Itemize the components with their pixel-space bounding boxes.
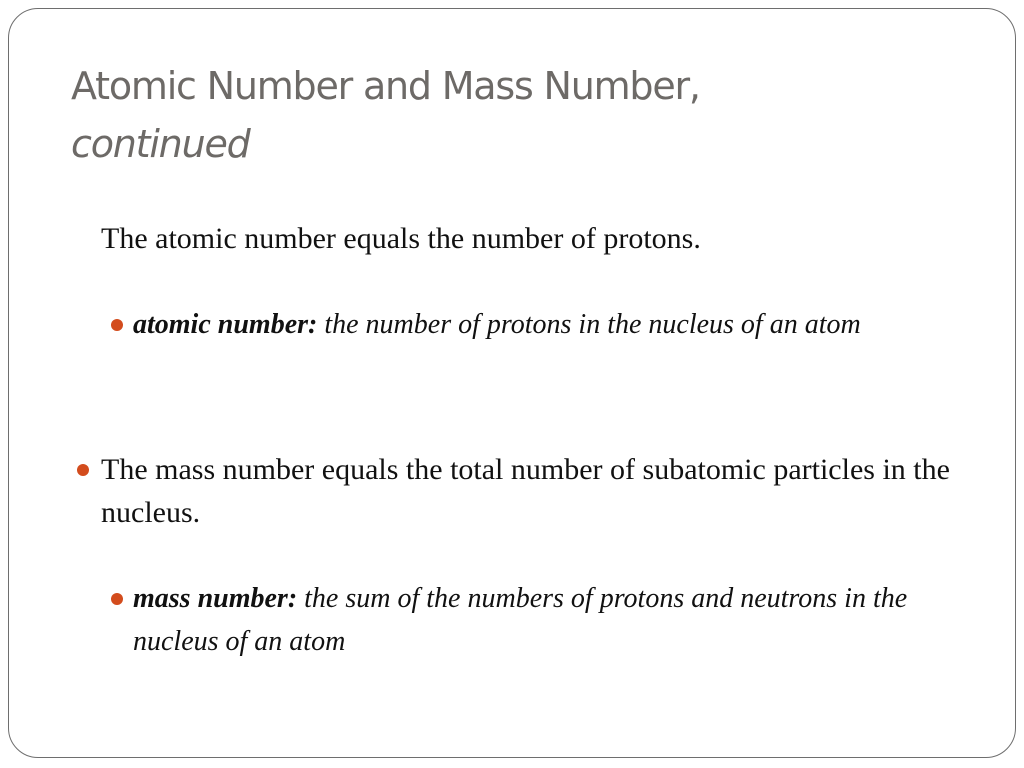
slide-title-main: Atomic Number and Mass Number, bbox=[71, 64, 700, 108]
bullet-dot-icon bbox=[111, 593, 123, 605]
mass-number-term: mass number: bbox=[133, 583, 298, 614]
atomic-number-definition-text: the number of protons in the nucleus of an atom bbox=[317, 309, 861, 340]
slide-title bbox=[71, 57, 700, 173]
slide-frame bbox=[8, 8, 1016, 758]
atomic-number-definition bbox=[133, 303, 953, 346]
atomic-number-term: atomic number: bbox=[133, 309, 318, 340]
mass-number-definition-text: the sum of the numbers of protons and neutrons in the nucleus of an atom bbox=[133, 583, 908, 657]
bullet-dot-icon bbox=[111, 319, 123, 331]
slide-title-continued: continued bbox=[71, 122, 250, 166]
mass-number-definition bbox=[133, 577, 953, 663]
bullet-dot-icon bbox=[77, 464, 89, 476]
mass-number-statement: The mass number equals the total number of subatomic particles in the nucleus. bbox=[101, 453, 950, 529]
atomic-number-statement: The atomic number equals the number of protons. bbox=[101, 222, 701, 255]
